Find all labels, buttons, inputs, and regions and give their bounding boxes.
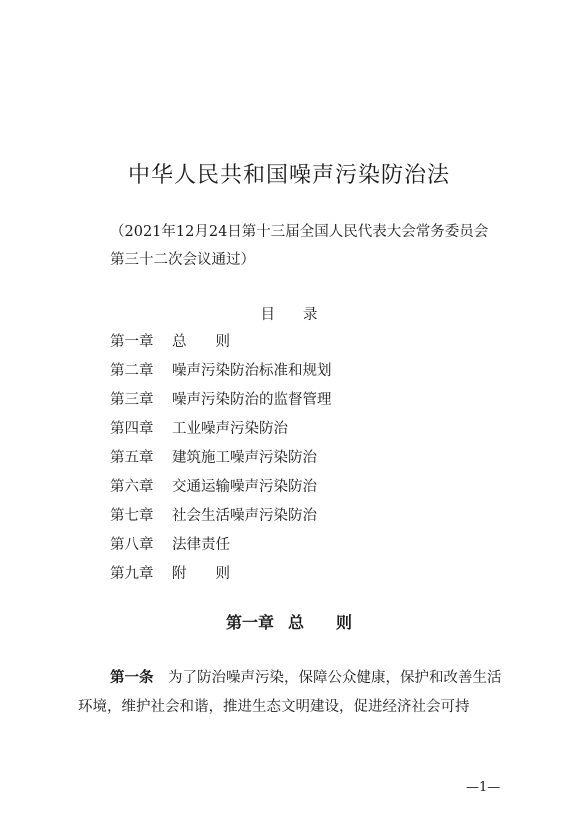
toc-chapter-number: 第七章 <box>110 508 154 524</box>
toc-chapter-title: 法律责任 <box>172 537 230 553</box>
toc-item <box>110 386 332 415</box>
toc-chapter-title: 社会生活噪声污染防治 <box>172 508 317 524</box>
chapter-number: 第一章 <box>225 613 274 632</box>
toc-chapter-number: 第五章 <box>110 450 154 466</box>
toc-chapter-number: 第八章 <box>110 537 154 553</box>
toc-heading: 目录 <box>260 307 346 323</box>
toc-chapter-number: 第六章 <box>110 479 154 495</box>
toc-chapter-title: 噪声污染防治标准和规划 <box>172 363 332 379</box>
toc-chapter-title: 建筑施工噪声污染防治 <box>172 450 317 466</box>
article-text: 为了防治噪声污染，保障公众健康，保护和改善生活环境，维护社会和谐，推进生态文明建设，促进经济社会可持 <box>78 670 502 715</box>
article-label: 第一条 <box>110 670 154 686</box>
toc-chapter-number: 第九章 <box>110 566 154 582</box>
toc-item <box>110 473 332 502</box>
toc-chapter-number: 第三章 <box>110 392 154 408</box>
toc-chapter-title: 噪声污染防治的监督管理 <box>172 392 332 408</box>
toc-item <box>110 531 332 560</box>
adoption-note: （2021年12月24日第十三届全国人民代表大会常务委员会第三十二次会议通过） <box>110 224 489 268</box>
article-paragraph <box>78 664 510 722</box>
toc-chapter-title: 附 则 <box>172 566 230 582</box>
toc-item <box>110 502 332 531</box>
toc-chapter-number: 第二章 <box>110 363 154 379</box>
toc-item <box>110 560 332 589</box>
toc-chapter-title: 交通运输噪声污染防治 <box>172 479 317 495</box>
table-of-contents <box>110 328 332 589</box>
toc-item <box>110 357 332 386</box>
toc-item <box>110 328 332 357</box>
toc-item <box>110 415 332 444</box>
toc-chapter-title: 工业噪声污染防治 <box>172 421 288 437</box>
toc-chapter-number: 第四章 <box>110 421 154 437</box>
page-number: —1— <box>466 780 501 795</box>
toc-item <box>110 444 332 473</box>
chapter-title: 总 则 <box>288 613 353 632</box>
toc-chapter-number: 第一章 <box>110 334 154 350</box>
chapter-heading <box>0 610 578 633</box>
toc-chapter-title: 总 则 <box>172 334 230 350</box>
document-title: 中华人民共和国噪声污染防治法 <box>127 163 450 188</box>
